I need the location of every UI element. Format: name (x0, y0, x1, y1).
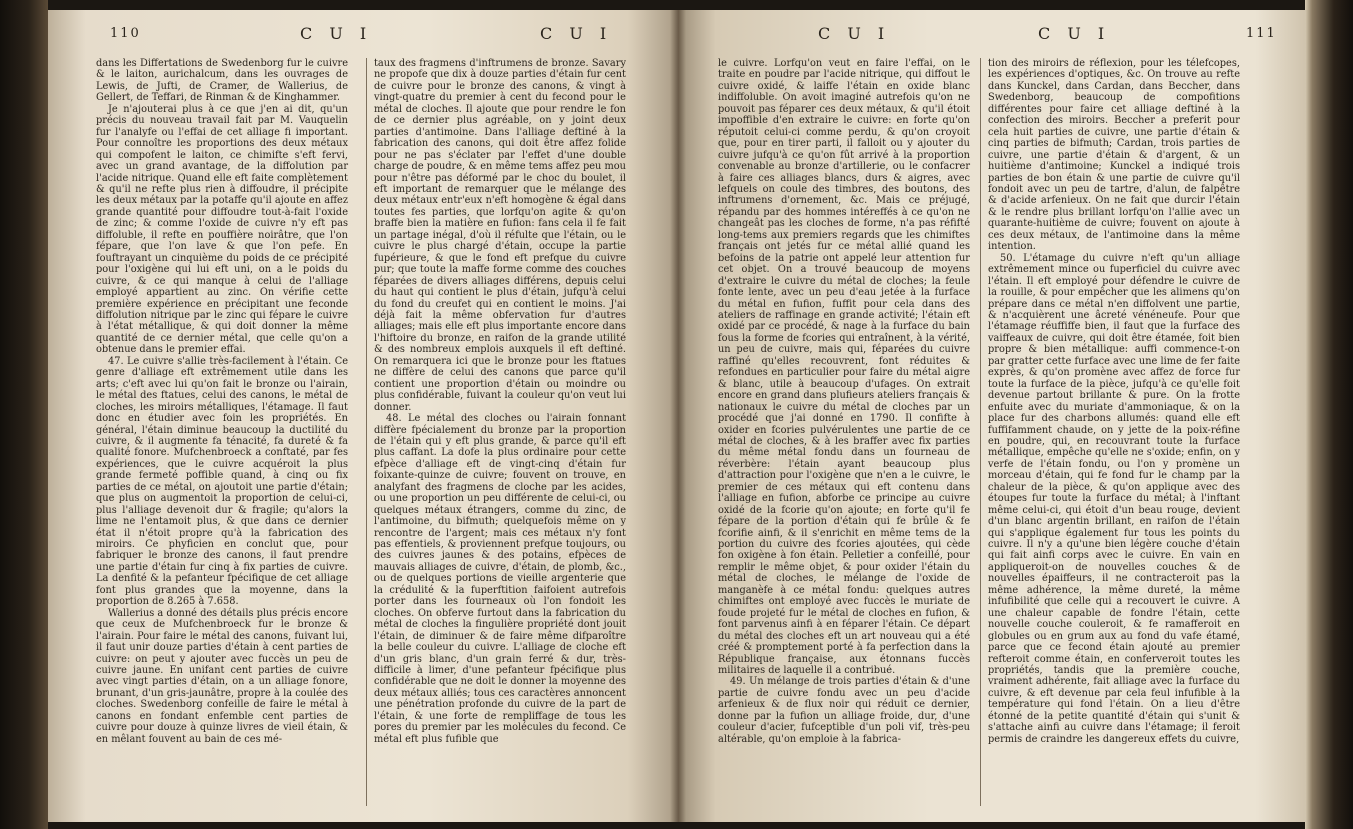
paragraph: 47. Le cuivre s'allie très-facilement à l'étain. Ce genre d'alliage eft extrêmement utile dans les arts; c'eft avec lui qu'on fait le bronze ou l'airain, le métal des ftatues, celui des canons, le métal de cloches, les miroirs métalliques, l'étamage. Il faut donc en étudier avec foin les propriétés. En général, l'étain diminue beaucoup la ductilité du cuivre, & il augmente fa ténacité, fa dureté & fa qualité fonore. Mufchenbroeck a conftaté, par fes expériences, que le cuivre acquéroit la plus grande fermeté poffible quand, à cinq ou fix parties de ce métal, on ajoutoit une partie d'étain; que plus on augmentoit la proportion de celui-ci, plus l'alliage devenoit dur & fragile; qu'alors la lime ne l'entamoit plus, & que dans ce dernier état il n'étoit propre qu'à la fabrication des miroirs. Ce phyficien en conclut que, pour fabriquer le bronze des canons, il faut prendre une partie d'étain fur cinq à fix parties de cuivre. La denfité & la pefanteur fpécifique de cet alliage font plus grandes que la moyenne, dans la proportion de 8.265 à 7.658. (96, 355, 348, 608)
paragraph: 48. Le métal des cloches ou l'airain fonnant diffère fpécialement du bronze par la proportion de l'étain qui y eft plus grande, & parce qu'il eft plus caffant. La dofe la plus ordinaire pour cette efpèce d'alliage eft de vingt-cinq d'étain fur foixante-quinze de cuivre; fouvent on trouve, en analyfant des fragmens de cloche par les acides, ou une proportion un peu différente de celui-ci, ou quelques métaux étrangers, comme du zinc, de l'antimoine, du bifmuth; quelquefois même on y rencontre de l'argent; mais ces métaux n'y font pas effentiels, & proviennent prefque toujours, ou des cuivres jaunes & des potains, efpèces de mauvais alliages de cuivre, d'étain, de plomb, &c., ou de quelques portions de vieille argenterie que la crédulité & la fuperftition faifoient autrefois porter dans les fourneaux où l'on fondoit les cloches. On obferve furtout dans la fabrication du métal de cloches la fingulière propriété dont jouit l'étain, de diminuer & de faire même difparoître la belle couleur du cuivre. L'alliage de cloche eft d'un gris blanc, d'un grain ferré & dur, très-difficile à limer, d'une pefanteur fpécifique plus confidérable que ne doit le donner la moyenne des deux métaux alliés; tous ces caractères annoncent une pénétration profonde du cuivre de la part de l'étain, & une forte de rempliffage de tous les pores du premier par les molécules du fecond. Ce métal eft plus fufible que (374, 413, 626, 745)
paragraph: dans les Differtations de Swedenborg fur le cuivre & le laiton, aurichalcum, dans les ouvrages de Lewis, de Jufti, de Cramer, de Wallerius, de Gellert, de Teffari, de Rinman & de Kinghammer. (96, 58, 348, 104)
left-page-column-1 (96, 58, 348, 745)
left-page-column-2 (374, 58, 626, 745)
running-head-left-second: C U I (540, 24, 613, 43)
page-number-left: 110 (110, 26, 141, 41)
paragraph: 49. Un mélange de trois parties d'étain & d'une partie de cuivre fondu avec un peu d'acide arfenieux & de flux noir qui réduit ce dernier, donne par la fufion un alliage froide, dur, d'une couleur d'acier, fufceptible d'un poli vif, très-peu altérable, qu'on emploie à la fabrica- (718, 676, 970, 745)
paragraph: Wallerius a donné des détails plus précis encore que ceux de Mufchenbroeck fur le bronze & l'airain. Pour faire le métal des canons, fuivant lui, il faut unir douze parties d'étain à cent parties de cuivre: on peut y ajouter avec fuccès un peu de cuivre jaune. En unifant cent parties de cuivre avec vingt parties d'étain, on a un alliage fonore, brunant, d'un gris-jaunâtre, propre à la coulée des cloches. Swedenborg confeille de faire le métal à canons en fondant enfemble cent parties de cuivre pour douze à quinze livres de vieil étain, & en mêlant fouvent au bain de ces mé- (96, 607, 348, 745)
paragraph: Je n'ajouterai plus à ce que j'en ai dit, qu'un précis du nouveau travail fait par M. Vauquelin fur l'analyfe ou l'effai de cet alliage fi important. Pour connoître les proportions des deux métaux qui compofent le laiton, ce chimifte s'eft fervi, avec un grand avantage, de la diffolution par l'acide nitrique. Quand elle eft faite complètement & qu'il ne refte plus rien à diffoudre, il précipite les deux métaux par la potaffe qu'il ajoute en affez grande quantité pour diffoudre tout-à-fait l'oxide de zinc; & comme l'oxide de cuivre n'y eft pas diffoluble, il refte en pouffière noirâtre, que l'on fépare, que l'on lave & que l'on pefe. En fouftrayant un cinquième du poids de ce précipité pour l'oxigène qui lui eft uni, on a le poids du cuivre, & ce qui manque à celui de l'alliage employé appartient au zinc. On vérifie cette première expérience en précipitant une feconde diffolution nitrique par le zinc qui fépare le cuivre à l'état métallique, & qui doit donner la même quantité de ce dernier métal, que celle qu'on a obtenue dans le premier effai. (96, 103, 348, 356)
left-page-edges (0, 0, 48, 829)
right-page-edges (1305, 0, 1353, 829)
left-page (48, 10, 678, 822)
running-head-right-first: C U I (818, 24, 891, 43)
column-rule (980, 58, 981, 806)
paragraph: le cuivre. Lorfqu'on veut en faire l'effai, on le traite en poudre par l'acide nitrique, qui diffout le cuivre oxidé, & laiffe l'étain en oxide blanc indiffoluble. On avoit imaginé autrefois qu'on ne pouvoit pas féparer ces deux métaux, & qu'il étoit impoffible d'en extraire le cuivre: en forte qu'on réputoit celui-ci comme perdu, & qu'on croyoit que, pour en tirer parti, il falloit ou y ajouter du cuivre jufqu'à ce qu'on fût arrivé à la proportion convenable au bronze d'artillerie, ou le confacrer à faire ces alliages blancs, durs & aigres, avec lefquels on coule des timbres, des boutons, des inftrumens d'ornement, &c. Mais ce préjugé, répandu par des hommes intéreffés à ce qu'on ne changeât pas les cloches de forme, n'a pas réfifté long-tems aux premiers regards que les chimiftes français ont jetés fur ce métal allié quand les befoins de la patrie ont appelé leur attention fur cet objet. On a trouvé beaucoup de moyens d'extraire le cuivre du métal de cloches; la feule fonte lente, avec un peu d'eau jetée à la furface du métal en fufion, fuffit pour cela dans des ateliers de raffinage en grande activité; l'étain eft oxidé par ce procédé, & nage à la furface du bain fous la forme de fcories qui entraînent, à la vérité, un peu de cuivre, mais qui, féparées du cuivre raffiné qu'elles recouvrent, font réduites & refondues en particulier pour faire du métal aigre & blanc, utile à beaucoup d'ufages. On extrait encore en grand dans plufieurs ateliers français & nationaux le cuivre du métal de cloches par un procédé que j'ai donné en 1790. Il confifte à oxider en fcories pulvérulentes une partie de ce métal de cloches, & à les braffer avec fix parties du même métal fondu dans un fourneau de réverbère: l'étain ayant beaucoup plus d'attraction pour l'oxigène que n'en a le cuivre, le premier de ces métaux qui eft contenu dans l'alliage en fufion, abforbe ce principe au cuivre oxidé de la fcorie qu'on ajoute; en forte qu'il fe fépare de la portion d'étain qui fe brûle & fe fcorifie ainfi, & il s'enrichit en même tems de la portion du cuivre des fcories ajoutées, qui cède fon oxigène à fon étain. Pelletier a confeillé, pour remplir le même objet, & pour oxider l'étain du métal de cloches, le mélange de l'oxide de manganèfe à ce métal fondu: quelques autres chimiftes ont employé avec fuccès le muriate de foude projeté fur le métal de cloches en fufion, & font parvenus ainfi à en féparer l'étain. Ce départ du métal des cloches eft un art nouveau qui a été créé & promptement porté à fa perfection dans la République française, aux étonnans fuccès militaires de laquelle il a contribué. (718, 58, 970, 677)
paragraph: taux des fragmens d'inftrumens de bronze. Savary ne propofe que dix à douze parties d'étain fur cent de cuivre pour le bronze des canons, & vingt à vingt-quatre du premier à cent du fecond pour le métal de cloches. Il ajoute que pour rendre le fon de ce dernier plus agréable, on y joint deux parties d'antimoine. Dans l'alliage deftiné à la fabrication des canons, qui doit être affez folide pour ne pas s'éclater par l'effet d'une double charge de poudre, & en même tems affez peu mou pour n'être pas déformé par le choc du boulet, il eft important de remarquer que le mélange des deux métaux entr'eux n'eft homogène & égal dans toutes fes parties, que lorfqu'on agite & qu'on braffe bien la matière en fufion: fans cela il fe fait un partage inégal, d'où il réfulte que l'étain, ou le cuivre le plus chargé d'étain, occupe la partie fupérieure, & que le fond eft prefque du cuivre pur; que toute la maffe forme comme des couches féparées de divers alliages différens, depuis celui du haut qui contient le plus d'étain, jufqu'à celui du fond du creufet qui en contient le moins. J'ai déjà fait la même obfervation fur d'autres alliages; mais elle eft plus importante encore dans l'hiftoire du bronze, en raifon de la grande utilité & des nombreux emplois auxquels il eft deftiné. On remarquera ici que le bronze pour les ftatues ne diffère de celui des canons que parce qu'il contient une proportion d'étain ou moindre ou plus confidérable, fuivant la couleur qu'on veut lui donner. (374, 58, 626, 413)
right-page-column-1 (718, 58, 970, 745)
paragraph: tion des miroirs de réflexion, pour les télefcopes, les expériences d'optiques, &c. On trouve au refte dans Kunckel, dans Cardan, dans Beccher, dans Swedenborg, beaucoup de compofitions différentes pour faire cet alliage deftiné à la confection des miroirs. Beccher a preferit pour cela huit parties de cuivre, une partie d'étain & cinq parties de bifmuth; Cardan, trois parties de cuivre, une partie d'étain & d'argent, & un huitième d'antimoine; Kunckel a indiqué trois parties de bon étain & une partie de cuivre qu'il fondoit avec un peu de tartre, d'alun, de falpêtre & d'acide arfenieux. On ne fait que durcir l'étain & le rendre plus brillant lorfqu'on l'allie avec un quarante-huitième de cuivre; fouvent on ajoute à ces deux métaux, de l'antimoine dans la même intention. (988, 58, 1240, 253)
page-number-right: 111 (1246, 26, 1277, 41)
running-head-left: C U I (300, 24, 373, 43)
running-head-right: C U I (1038, 24, 1111, 43)
paragraph: 50. L'étamage du cuivre n'eft qu'un alliage extrêmement mince ou fuperficiel du cuivre avec l'étain. Il eft employé pour défendre le cuivre de la rouille, & pour empêcher que les alimens qu'on prépare dans ce métal n'en diffolvent une partie, & n'acquièrent une âcreté vénéneufe. Pour que l'étamage réuffiffe bien, il faut que la furface des vaiffeaux de cuivre, qui doit être étamée, foit bien propre & bien métallique: auffi commence-t-on par gratter cette furface avec une lime de fer faite exprès, & qu'on promène avec affez de force fur toute la furface de la pièce, jufqu'à ce qu'elle foit devenue partout brillante & pure. On la frotte enfuite avec du muriate d'ammoniaque, & on la place fur des charbons allumés: quand elle eft fuffifamment chaude, on y jette de la poix-réfine en poudre, qui, en recouvrant toute la furface métallique, empêche qu'elle ne s'oxide; enfin, on y verfe de l'étain fondu, ou l'on y promène un morceau d'étain, qui fe fond fur le champ par la chaleur de la pièce, & qu'on applique avec des étoupes fur toute la furface du métal; à l'inftant même celui-ci, qui étoit d'un beau rouge, devient d'un blanc argentin brillant, en raifon de l'étain qui s'applique également fur tous les points du cuivre. Il n'y a qu'une bien légère couche d'étain qui fait ainfi corps avec le cuivre. En vain en appliqueroit-on de nouvelles couches & de nouvelles épaiffeurs, il ne contracteroit pas la même adhérence, la même dureté, la même infufibilité que celle qui a recouvert le cuivre. A une chaleur capable de fondre l'étain, cette nouvelle couche couleroit, & fe ramafferoit en globules ou en grum aux au fond du vafe étamé, parce que ce fecond étain ajouté au premier refteroit comme étain, en conferveroit toutes les propriétés, tandis que la première couche, vraiment adhérente, fait alliage avec la furface du cuivre, & eft devenue par cela feul infufible à la température qui fond l'étain. On a lieu d'être étonné de la petite quantité d'étain qui s'unit & s'attache ainfi au cuivre dans l'étamage; il feroit permis de craindre les dangereux effets du cuivre, (988, 252, 1240, 745)
right-page-column-2 (988, 58, 1240, 745)
book-gutter (670, 10, 686, 822)
right-page (678, 10, 1306, 822)
column-rule (366, 58, 367, 806)
